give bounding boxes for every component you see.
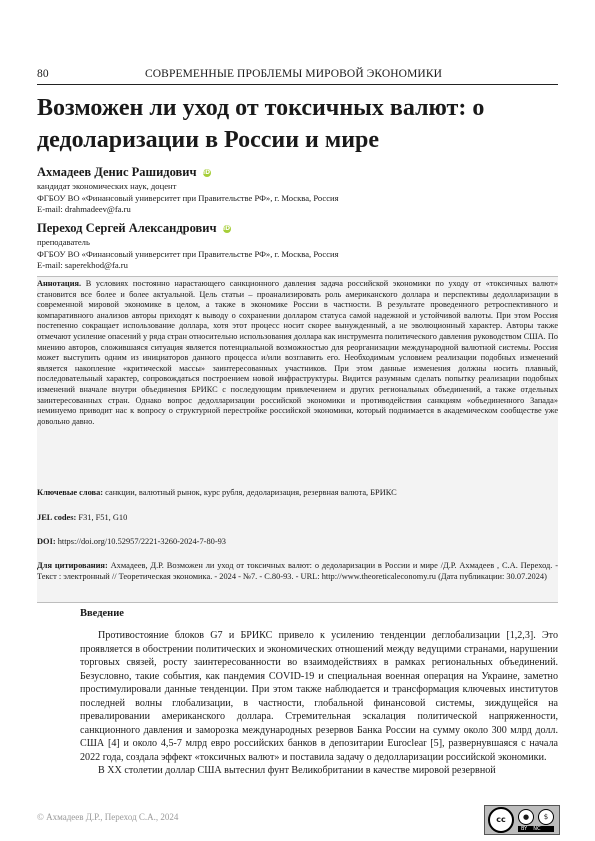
author-position: преподаватель: [37, 237, 90, 247]
noncommercial-icon: $: [538, 809, 554, 825]
paragraph: В XX столетии доллар США вытеснил фунт Великобритании в качестве мировой резервной: [98, 765, 496, 777]
abstract-label: Аннотация.: [37, 279, 82, 288]
attribution-icon: ●: [518, 809, 534, 825]
cc-license-badge[interactable]: [484, 805, 560, 835]
keywords: [37, 487, 558, 498]
author-2: [37, 220, 558, 272]
article-title: Возможен ли уход от токсичных валют: о дедоларизации в России и мире: [37, 95, 485, 153]
section-heading: Введение: [80, 608, 124, 619]
author-1: [37, 164, 558, 216]
author-position: кандидат экономических наук, доцент: [37, 181, 177, 191]
keywords-text: санкции, валютный рынок, курс рубля, дедоларизация, резервная валюта, БРИКС: [105, 488, 397, 497]
header-rule: [37, 84, 558, 85]
license-icons: [518, 809, 554, 832]
jel-label: JEL codes:: [37, 513, 77, 522]
paragraph: Противостояние блоков G7 и БРИКС привело к усилению тенденции деглобализации [1,2,3]. Это проявляется в обострении политических и экономических отношений между ведущими странами, нарушении торговых связей, росту заинтересованности во взаимодействиях в рамках региональных объединений. Безусловно, такие события, как пандемия COVID-19 и специальная военная операция на Украине, заметно простимулировали данные тенденции. При этом также наблюдается и трансформация ключевых институтов последней волны глобализации, в частности, глобальной финансовой системы, зиждущейся на превалировании американского доллара. Стремительная эскалация политической напряженности, санкционного давления и заморозка международных резервов Банка России на сумму около 300 млрд долл. США [4] и около 4,5-7 млрд евро российских банков в депозитарии Euroclear [5], развернувшаяся с начала 2022 года, создала эффект «токсичных валют» и поставила задачу о дедолларизации российской экономики.: [80, 630, 558, 763]
orcid-icon[interactable]: iD: [203, 168, 211, 176]
license-labels: [518, 826, 554, 832]
author-email[interactable]: E-mail: saperekhod@fa.ru: [37, 260, 128, 270]
intro-body: [80, 629, 558, 778]
doi-label: DOI:: [37, 537, 56, 546]
abstract-text: В условиях постоянно нарастающего санкционного давления задача российской экономики по уходу от «токсичных валют» становится все более и более актуальной. Цель статьи – проанализировать роль американского доллара и перспективы дедолларизации в современной мировой экономике в целом, а также в экономике России в частности. В результате проведенного ретроспективного и компаративного анализов авторы приходят к выводу о сохранении долларом статуса самой надежной и устойчивой валюты. При этом Россия постепенно сокращает использование доллара, хотя этот процесс носит скорее вынужденный, а не эволюционный характер. Авторы также отмечают усиление опасений у ряда стран относительно использования доллара как инструмента политического давления руководством США. По мнению авторов, сложившаяся ситуация является потенциальной возможностью для реорганизации международной валютной системы. Россия может выступить одним из инициаторов данного процесса и/или возглавить его. Необходимым условием реализации подобных изменений является накопление «критической массы» заинтересованных участников. При этом данные изменения должны носить плавный, последовательный характер, сопровождаться построением новой инфраструктуры. Видится разумным сделать попытку реализации подобных изменений вначале внутри объединения БРИКС с последующим привлечением и других региональных объединений, а также отдельных заинтересованных стран. Однако вопрос дедолларизации российской экономики и противодействия санкциям «объединенного Запада» неминуемо приводит нас к вопросу о структурной перестройке российской экономики, который поднимается в академическом сообществе уже довольно давно.: [37, 279, 559, 426]
doi-link[interactable]: https://doi.org/10.52957/2221-3260-2024-7-80-93: [57, 537, 226, 546]
journal-title: СОВРЕМЕННЫЕ ПРОБЛЕМЫ МИРОВОЙ ЭКОНОМИКИ: [145, 68, 442, 80]
jel-text: F31, F51, G10: [78, 513, 128, 522]
citation: [37, 560, 558, 582]
author-affiliation: ФГБОУ ВО «Финансовый университет при Правительстве РФ», г. Москва, Россия: [37, 192, 339, 203]
page-number: 80: [37, 68, 49, 80]
copyright-notice: © Ахмадеев Д.Р., Переход С.А., 2024: [37, 812, 179, 822]
running-head: [37, 68, 558, 80]
author-email[interactable]: E-mail: drahmadeev@fa.ru: [37, 204, 131, 214]
jel-codes: [37, 512, 558, 523]
orcid-icon[interactable]: iD: [223, 224, 231, 232]
license-by: BY: [521, 825, 528, 832]
cc-icon: cc: [488, 807, 514, 833]
abstract: [37, 279, 558, 427]
citation-text: Ахмадеев, Д.Р. Возможен ли уход от токсичных валют: о дедоларизации в России и мире /Д.Р. Ахмадеев , С.А. Переход. - Текст : электронный // Теоретическая экономика. - 2024 - №7. - С.80-93. - URL: http://www.theoreticaleconomy.ru (Дата публикации: 30.07.2024): [37, 561, 558, 581]
license-nc: NC: [533, 825, 541, 832]
author-name: Ахмадеев Денис Рашидович iD: [37, 165, 211, 179]
doi: [37, 536, 558, 547]
keywords-label: Ключевые слова:: [37, 488, 104, 497]
author-affiliation: ФГБОУ ВО «Финансовый университет при Правительстве РФ», г. Москва, Россия: [37, 248, 339, 259]
citation-label: Для цитирования:: [37, 561, 108, 570]
author-name: Переход Сергей Александрович iD: [37, 221, 231, 235]
